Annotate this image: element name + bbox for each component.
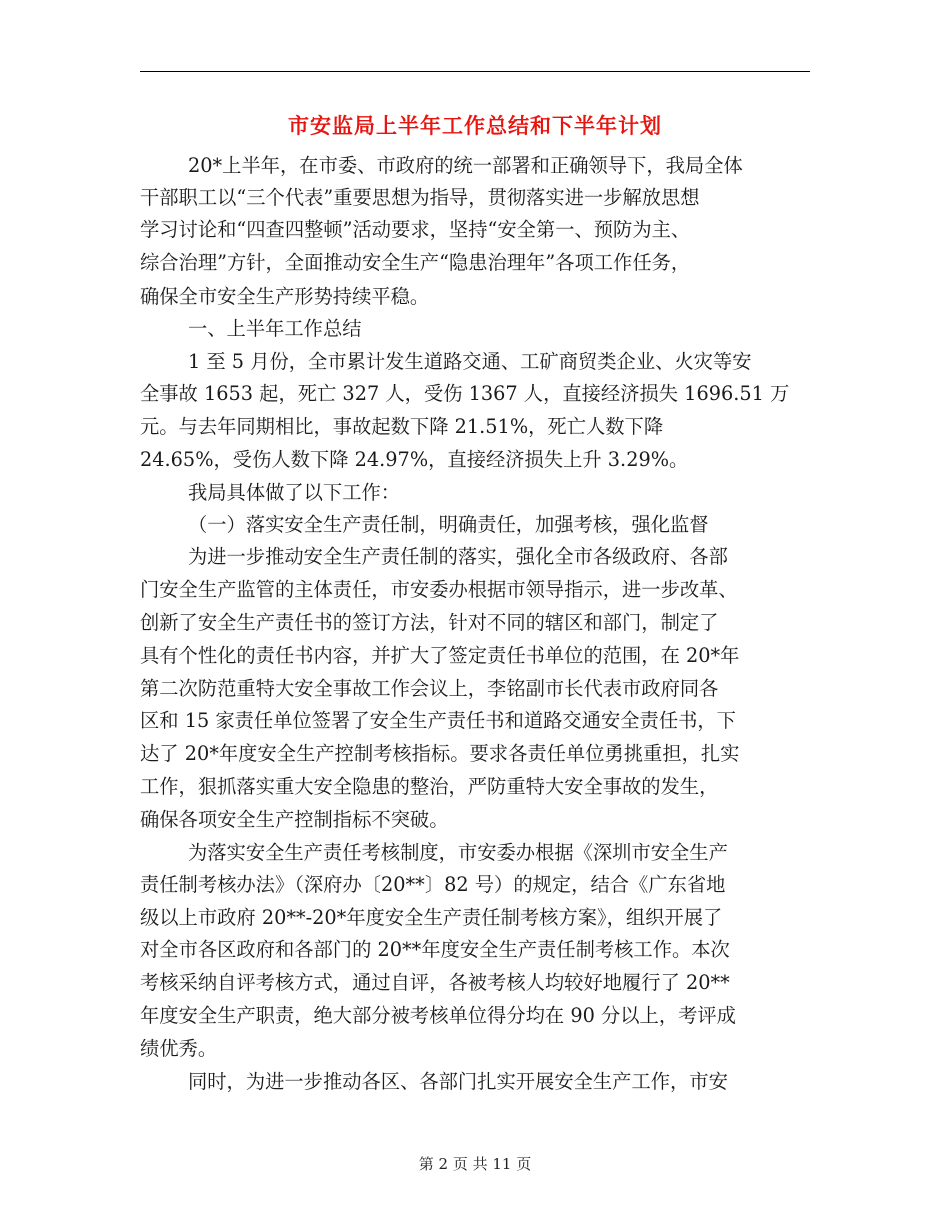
body-line: 区和 15 家责任单位签署了安全生产责任书和道路交通安全责任书，下 [140, 709, 736, 732]
body-line: 对全市各区政府和各部门的 20**年度安全生产责任制考核工作。本次 [140, 938, 730, 961]
body-line: 元。与去年同期相比，事故起数下降 21.51%，死亡人数下降 [140, 415, 664, 438]
body-line: 确保全市安全生产形势持续平稳。 [140, 285, 430, 308]
body-line: 具有个性化的责任书内容，并扩大了签定责任书单位的范围，在 20*年 [140, 644, 740, 667]
body-line: 为落实安全生产责任考核制度，市安委办根据《深圳市安全生产 [188, 841, 728, 864]
body-line: 20*上半年，在市委、市政府的统一部署和正确领导下，我局全体 [188, 154, 743, 177]
body-line: 门安全生产监管的主体责任，市安委办根据市领导指示，进一步改革、 [140, 578, 738, 601]
body-line: 同时，为进一步推动各区、各部门扎实开展安全生产工作，市安 [188, 1070, 728, 1093]
body-line: 级以上市政府 20**-20*年度安全生产责任制考核方案》，组织开展了 [140, 906, 723, 929]
body-line: 综合治理”方针，全面推动安全生产“隐患治理年”各项工作任务， [140, 251, 691, 274]
header-rule [140, 71, 810, 72]
document-title: 市安监局上半年工作总结和下半年计划 [288, 114, 662, 138]
body-line: 第二次防范重特大安全事故工作会议上，李铭副市长代表市政府同各 [140, 677, 719, 700]
body-line: 工作，狠抓落实重大安全隐患的整治，严防重特大安全事故的发生， [140, 775, 719, 798]
body-line: 责任制考核办法》（深府办〔20**〕82 号）的规定，结合《广东省地 [140, 873, 726, 896]
body-line: 创新了安全生产责任书的签订方法，针对不同的辖区和部门，制定了 [140, 611, 719, 634]
body-line: 达了 20*年度安全生产控制考核指标。要求各责任单位勇挑重担，扎实 [140, 742, 740, 765]
body-line: 绩优秀。 [140, 1037, 218, 1060]
body-line: 年度安全生产职责，绝大部分被考核单位得分均在 90 分以上，考评成 [140, 1004, 736, 1027]
body-line: 考核采纳自评考核方式，通过自评，各被考核人均较好地履行了 20** [140, 971, 730, 994]
body-line: 确保各项安全生产控制指标不突破。 [140, 808, 449, 831]
body-line: 学习讨论和“四查四整顿”活动要求，坚持“安全第一、预防为主、 [140, 218, 691, 241]
body-line: 我局具体做了以下工作： [188, 481, 401, 504]
section-heading: 一、上半年工作总结 [188, 317, 362, 340]
body-line: 干部职工以“三个代表”重要思想为指导，贯彻落实进一步解放思想 [140, 186, 700, 209]
body-line: 24.65%，受伤人数下降 24.97%，直接经济损失上升 3.29%。 [140, 448, 689, 471]
body-line: 为进一步推动安全生产责任制的落实，强化全市各级政府、各部 [188, 545, 728, 568]
subsection-heading: （一）落实安全生产责任制，明确责任，加强考核，强化监督 [188, 513, 709, 536]
body-line: 1 至 5 月份，全市累计发生道路交通、工矿商贸类企业、火灾等安 [188, 350, 752, 373]
page-number: 第 2 页 共 11 页 [418, 1155, 532, 1173]
body-line: 全事故 1653 起，死亡 327 人，受伤 1367 人，直接经济损失 1696.51 万 [140, 382, 790, 405]
